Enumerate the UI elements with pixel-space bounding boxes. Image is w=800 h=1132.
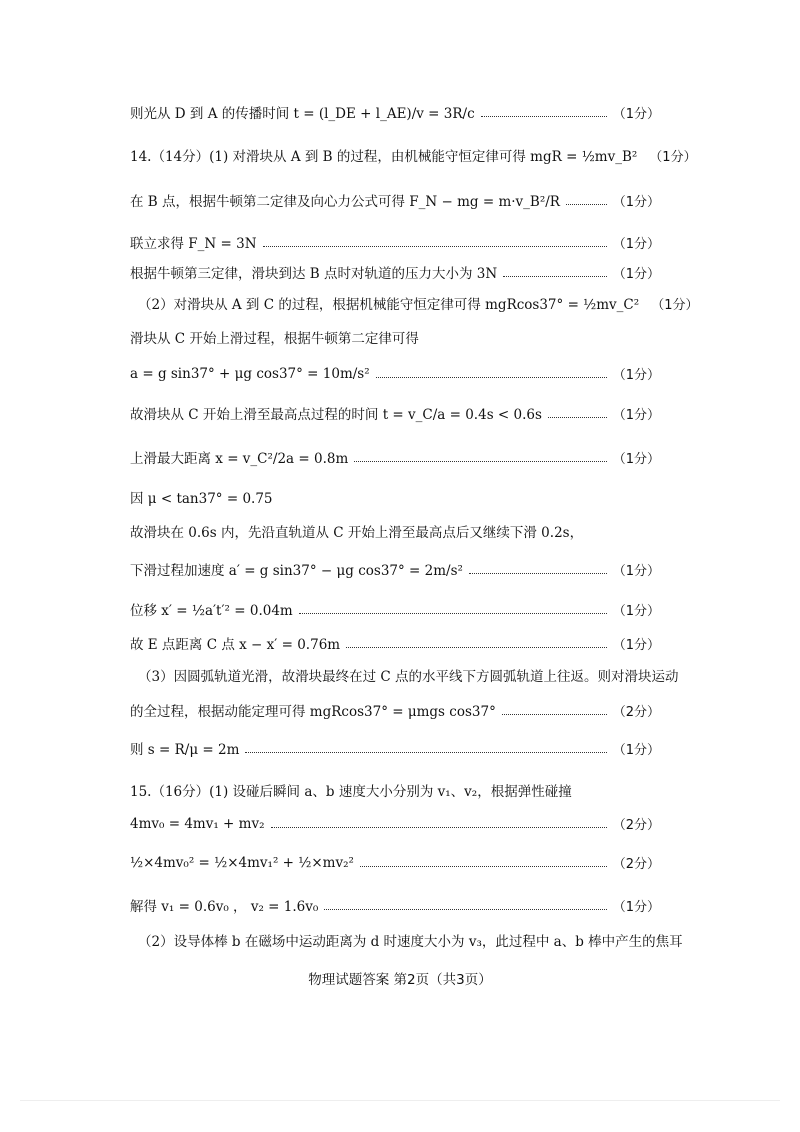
score-label: （1分） bbox=[612, 106, 660, 122]
answer-line-plain: 因 μ < tan37° = 0.75 bbox=[130, 491, 273, 507]
line-text: ½×4mv₀² = ½×4mv₁² + ½×mv₂² bbox=[130, 854, 354, 871]
answer-line bbox=[130, 559, 660, 579]
line-text: 则 s = R/μ = 2m bbox=[130, 742, 240, 758]
answer-line bbox=[130, 102, 660, 122]
line-text: a = g sin37° + μg cos37° = 10m/s² bbox=[130, 365, 370, 382]
score-label: （2分） bbox=[612, 818, 660, 833]
answer-line bbox=[130, 814, 660, 833]
leader-dots bbox=[271, 827, 607, 828]
line-text: 解得 v₁ = 0.6v₀ ， v₂ = 1.6v₀ bbox=[130, 899, 319, 915]
answer-line-plain: 滑块从 C 开始上滑过程，根据牛顿第二定律可得 bbox=[130, 331, 419, 347]
answer-line bbox=[130, 700, 660, 720]
score-label: （1分） bbox=[612, 451, 660, 467]
answer-line bbox=[130, 145, 697, 165]
score-label: （1分） bbox=[612, 742, 660, 758]
line-text: 14.（14分）(1) 对滑块从 A 到 B 的过程，由机械能守恒定律可得 mgR = ½mv_B² bbox=[130, 149, 638, 165]
answer-line-plain: 故滑块在 0.6s 内，先沿直轨道从 C 开始上滑至最高点后又继续下滑 0.2s， bbox=[130, 525, 584, 541]
line-text: （2）对滑块从 A 到 C 的过程，根据机械能守恒定律可得 mgRcos37° = ½mv_C² bbox=[138, 297, 640, 313]
answer-line bbox=[130, 633, 660, 653]
answer-line bbox=[130, 364, 660, 383]
score-label: （1分） bbox=[651, 297, 699, 313]
answer-line bbox=[130, 262, 660, 282]
answer-line-plain: （3）因圆弧轨道光滑，故滑块最终在过 C 点的水平线下方圆弧轨道上往返。则对滑块运动 bbox=[138, 669, 679, 685]
line-text: 的全过程，根据动能定理可得 mgRcos37° = μmgs cos37° bbox=[130, 704, 496, 720]
score-label: （1分） bbox=[612, 407, 660, 423]
score-label: （1分） bbox=[612, 603, 660, 619]
leader-dots bbox=[299, 613, 607, 614]
leader-dots bbox=[503, 276, 607, 277]
score-label: （1分） bbox=[612, 899, 660, 915]
answer-line bbox=[130, 599, 660, 619]
answer-line bbox=[130, 853, 660, 872]
leader-dots bbox=[245, 752, 606, 753]
score-label: （1分） bbox=[612, 266, 660, 282]
leader-dots bbox=[376, 377, 607, 378]
line-text: 根据牛顿第三定律，滑块到达 B 点时对轨道的压力大小为 3N bbox=[130, 266, 498, 282]
line-text: 联立求得 F_N = 3N bbox=[130, 236, 257, 252]
line-text: 故 E 点距离 C 点 x − x′ = 0.76m bbox=[130, 637, 341, 653]
score-label: （1分） bbox=[612, 194, 660, 210]
score-label: （1分） bbox=[612, 563, 660, 579]
answer-line bbox=[130, 190, 660, 210]
answer-line bbox=[130, 447, 660, 467]
line-text: 故滑块从 C 开始上滑至最高点过程的时间 t = v_C/a = 0.4s < 0.6s bbox=[130, 407, 542, 423]
leader-dots bbox=[469, 573, 607, 574]
line-text: 上滑最大距离 x = v_C²/2a = 0.8m bbox=[130, 451, 349, 467]
answer-line bbox=[130, 232, 660, 252]
score-label: （1分） bbox=[649, 149, 697, 165]
page-footer: 物理试题答案 第2页（共3页） bbox=[308, 972, 492, 988]
leader-dots bbox=[548, 417, 607, 418]
line-text: 在 B 点，根据牛顿第二定律及向心力公式可得 F_N − mg = m·v_B²/R bbox=[130, 194, 560, 210]
leader-dots bbox=[346, 647, 607, 648]
answer-line bbox=[130, 895, 660, 915]
line-text: 下滑过程加速度 a′ = g sin37° − μg cos37° = 2m/s² bbox=[130, 563, 463, 579]
score-label: （1分） bbox=[612, 368, 660, 383]
score-label: （1分） bbox=[612, 236, 660, 252]
answer-line bbox=[138, 293, 699, 313]
line-text: 则光从 D 到 A 的传播时间 t = (l_DE + l_AE)/v = 3R/c bbox=[130, 106, 475, 122]
leader-dots bbox=[566, 204, 607, 205]
leader-dots bbox=[263, 246, 607, 247]
leader-dots bbox=[502, 714, 607, 715]
answer-line-plain: 15.（16分）(1) 设碰后瞬间 a、b 速度大小分别为 v₁、v₂，根据弹性碰撞 bbox=[130, 784, 572, 800]
leader-dots bbox=[324, 909, 606, 910]
divider bbox=[20, 1100, 780, 1101]
line-text: 4mv₀ = 4mv₁ + mv₂ bbox=[130, 815, 265, 832]
leader-dots bbox=[481, 116, 607, 117]
answer-line bbox=[130, 738, 660, 758]
answer-line-plain: （2）设导体棒 b 在磁场中运动距离为 d 时速度大小为 v₃，此过程中 a、b 棒中产生的焦耳 bbox=[138, 934, 683, 950]
answer-line bbox=[130, 403, 660, 423]
leader-dots bbox=[354, 461, 606, 462]
score-label: （2分） bbox=[612, 704, 660, 720]
score-label: （2分） bbox=[612, 857, 660, 872]
line-text: 位移 x′ = ½a′t′² = 0.04m bbox=[130, 603, 293, 619]
score-label: （1分） bbox=[612, 637, 660, 653]
leader-dots bbox=[360, 866, 607, 867]
